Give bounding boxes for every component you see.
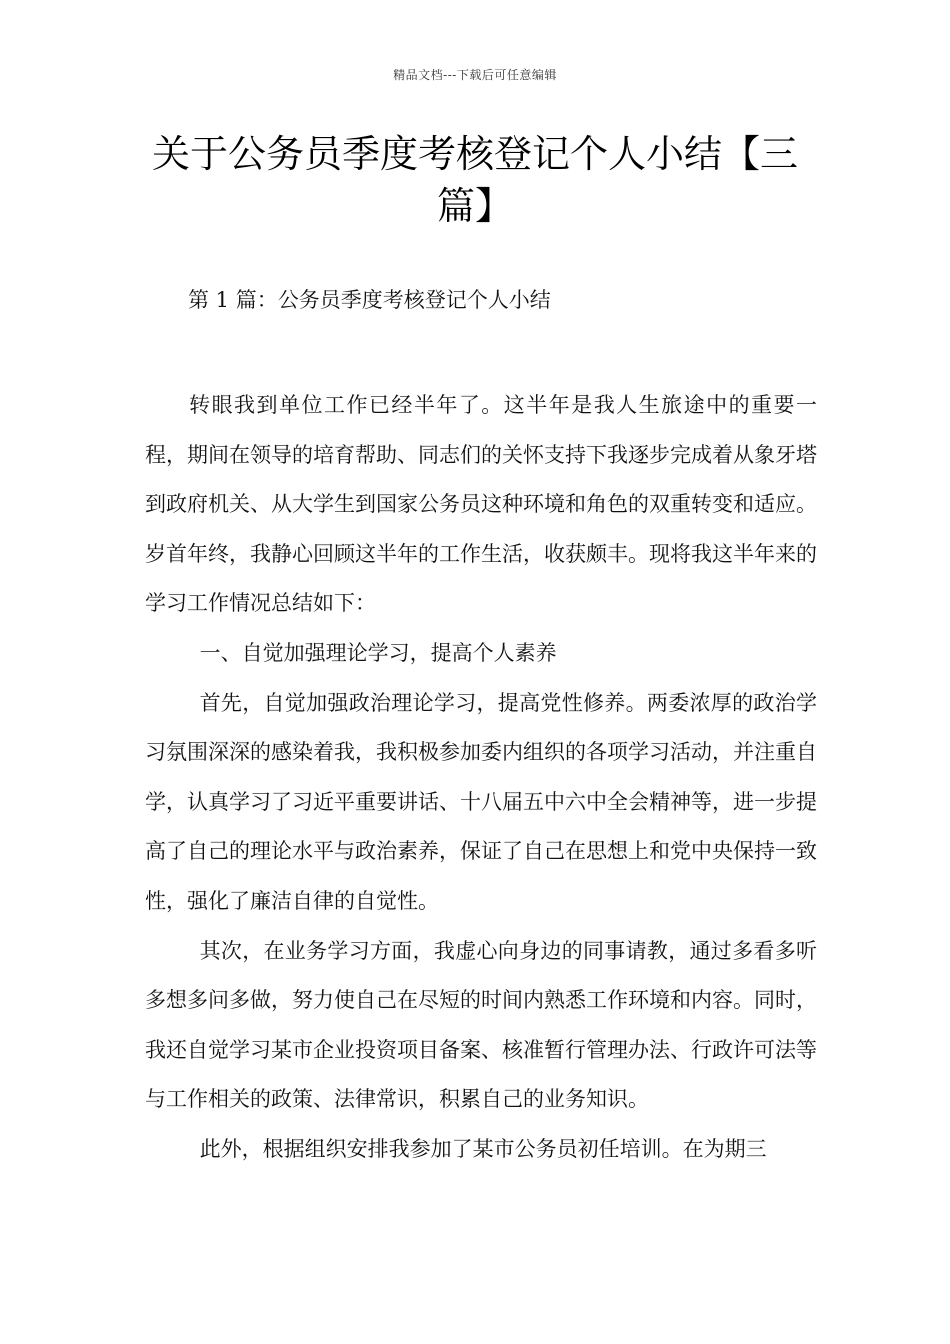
paragraph-second: 其次，在业务学习方面，我虚心向身边的同事请教，通过多看多听多想多问多做，努力使自己在尽短的时间内熟悉工作环境和内容。同时，我还自觉学习某市企业投资项目备案、核准暂行管理办法、行政许可法等与工作相关的政策、法律常识，积累自己的业务知识。 [145, 938, 817, 1112]
paragraph-third: 此外，根据组织安排我参加了某市公务员初任培训。在为期三 [199, 1136, 767, 1161]
paragraph-first: 首先，自觉加强政治理论学习，提高党性修养。两委浓厚的政治学习氛围深深的感染着我，我积极参加委内组织的各项学习活动，并注重自学，认真学习了习近平重要讲话、十八届五中六中全会精神等，进一步提高了自己的理论水平与政治素养，保证了自己在思想上和党中央保持一致性，强化了廉洁自律的自觉性。 [145, 690, 817, 913]
paragraph-intro: 转眼我到单位工作已经半年了。这半年是我人生旅途中的重要一程，期间在领导的培育帮助、同志们的关怀支持下我逐步完成着从象牙塔到政府机关、从大学生到国家公务员这种环境和角色的双重转变和适应。岁首年终，我静心回顾这半年的工作生活，收获颇丰。现将我这半年来的学习工作情况总结如下： [145, 393, 817, 616]
document-body [145, 381, 817, 1175]
header-note: 精品文档---下载后可任意编辑 [393, 68, 557, 82]
section-heading-1: 一、自觉加强理论学习，提高个人素养 [199, 640, 557, 665]
document-title: 关于公务员季度考核登记个人小结【三篇】 [151, 132, 798, 228]
chapter-heading: 第 1 篇：公务员季度考核登记个人小结 [188, 288, 551, 312]
